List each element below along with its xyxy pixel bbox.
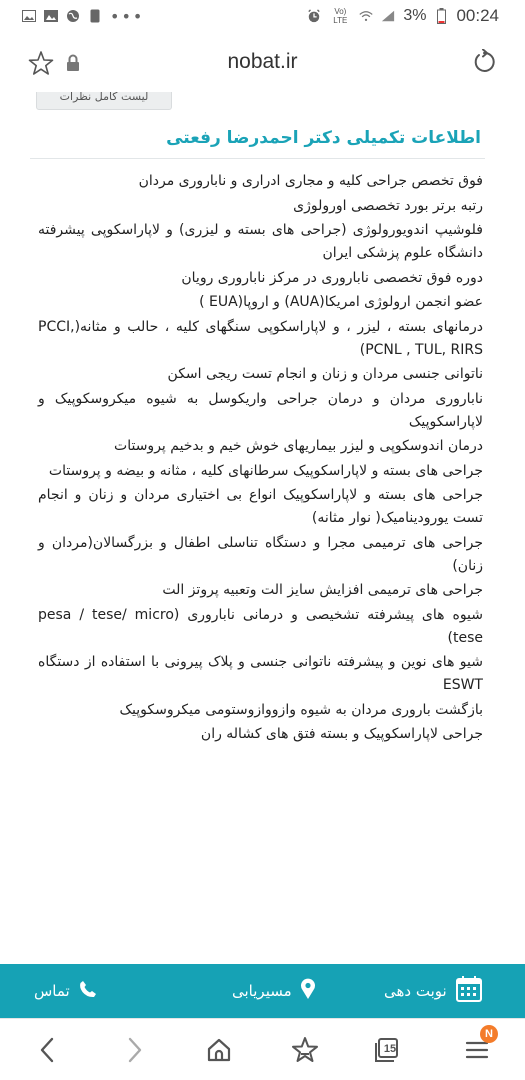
info-item: شیوه های پیشرفته تشخیصی و درمانی ناباروری (pesa / tese/ micro tese) xyxy=(38,606,484,646)
clock: 00:24 xyxy=(456,6,499,25)
section-divider xyxy=(30,158,485,159)
volte-label: Vo) LTE xyxy=(333,7,348,25)
address-bar xyxy=(0,32,525,92)
status-bar xyxy=(0,0,525,32)
info-item: ناتوانی جنسی مردان و زنان و انجام تست ریجی اسکن xyxy=(167,366,483,382)
info-item: جراحی های ترمیمی مجرا و دستگاه تناسلی اطفال و بزرگسالان(مردان و زنان) xyxy=(38,534,483,574)
info-item: عضو انجمن ارولوژی امریکا(AUA) و اروپا(EUA ) xyxy=(199,294,483,310)
phone-icon xyxy=(78,979,98,1003)
more-notifications-icon: ••• xyxy=(110,6,145,26)
info-item: جراحی های بسته و لاپاراسکوپیک سرطانهای کلیه ، مثانه و بیضه و پروستات xyxy=(48,462,483,479)
info-item: جراحی های ترمیمی افزایش سایز الت وتعبیه پروتز الت xyxy=(162,582,483,598)
info-item: بازگشت باروری مردان به شیوه وازووازوستومی میکروسکوپیک xyxy=(119,701,483,718)
image-icon xyxy=(44,9,58,23)
back-icon[interactable] xyxy=(32,1035,62,1065)
globe-icon xyxy=(66,9,80,23)
signal-icon xyxy=(381,9,395,23)
info-item: جراحی لاپاراسکوپیک و بسته فتق های کشاله ران xyxy=(200,726,483,742)
call-label: تماس xyxy=(34,982,70,1000)
status-bar-left xyxy=(22,7,144,26)
info-item: دوره فوق تخصصی ناباروری در مرکز ناباروری رویان xyxy=(181,269,483,286)
info-item: شیو های نوین و پیشرفته ناتوانی جنسی و پلاک پیرونی با استفاده از دستگاه ESWT xyxy=(38,654,483,693)
bookmarks-icon[interactable] xyxy=(290,1035,320,1065)
action-bar xyxy=(0,964,525,1018)
route-button[interactable] xyxy=(232,964,316,1018)
url-field[interactable]: nobat.ir xyxy=(227,50,298,73)
route-label: مسیریابی xyxy=(232,982,292,1000)
info-item: درمان اندوسکوپی و لیزر بیماریهای خوش خیم و بدخیم پروستات xyxy=(114,438,483,454)
info-item: درمانهای بسته ، لیزر ، و لاپاراسکوپی سنگهای کلیه ، حالب و مثانه(PCCI, PCNL , TUL, RIRS) xyxy=(38,318,483,358)
info-item: فوق تخصص جراحی کلیه و مجاری ادراری و ناباروری مردان xyxy=(138,173,483,189)
tabs-count: 15 xyxy=(383,1043,397,1055)
tabs-button[interactable] xyxy=(372,1035,402,1065)
info-item: ناباروری مردان و درمان جراحی واریکوسل به شیوه میکروسکوپیک و لاپاراسکوپیک xyxy=(38,390,483,430)
page-content xyxy=(0,92,525,964)
home-icon[interactable] xyxy=(204,1035,234,1065)
forward-icon[interactable] xyxy=(120,1035,150,1065)
doctor-info-list xyxy=(38,170,483,748)
status-bar-right xyxy=(307,6,499,26)
menu-badge: N xyxy=(480,1025,498,1043)
battery-icon xyxy=(434,9,448,23)
map-pin-icon xyxy=(300,978,316,1004)
alarm-icon xyxy=(307,9,321,23)
info-item: فلوشیپ اندویورولوژی (جراحی های بسته و لیزری) و لاپاراسکوپی پیشرفته دانشگاه علوم پزشکی ایران xyxy=(38,222,483,261)
info-item: رتبه برتر بورد تخصصی اورولوژی xyxy=(293,197,483,214)
gallery-icon xyxy=(22,9,36,23)
wifi-icon xyxy=(359,9,373,23)
calendar-icon xyxy=(455,975,483,1007)
reload-icon[interactable] xyxy=(471,49,497,75)
booking-button[interactable] xyxy=(384,964,483,1018)
info-item: جراحی های بسته و لاپاراسکوپیک انواع بی اختیاری مردان و زنان و انجام تست یورودینامیک( نوار مثانه) xyxy=(38,487,483,526)
booking-label: نوبت دهی xyxy=(384,982,447,1000)
browser-nav-bar xyxy=(0,1018,525,1080)
battery-percent: 3% xyxy=(403,7,427,24)
menu-icon[interactable] xyxy=(462,1028,493,1065)
section-title: اطلاعات تکمیلی دکتر احمدرضا رفعتی xyxy=(166,128,481,148)
all-reviews-button[interactable]: لیست کامل نظرات xyxy=(36,92,172,110)
sim-icon xyxy=(88,9,102,23)
call-button[interactable] xyxy=(34,964,98,1018)
